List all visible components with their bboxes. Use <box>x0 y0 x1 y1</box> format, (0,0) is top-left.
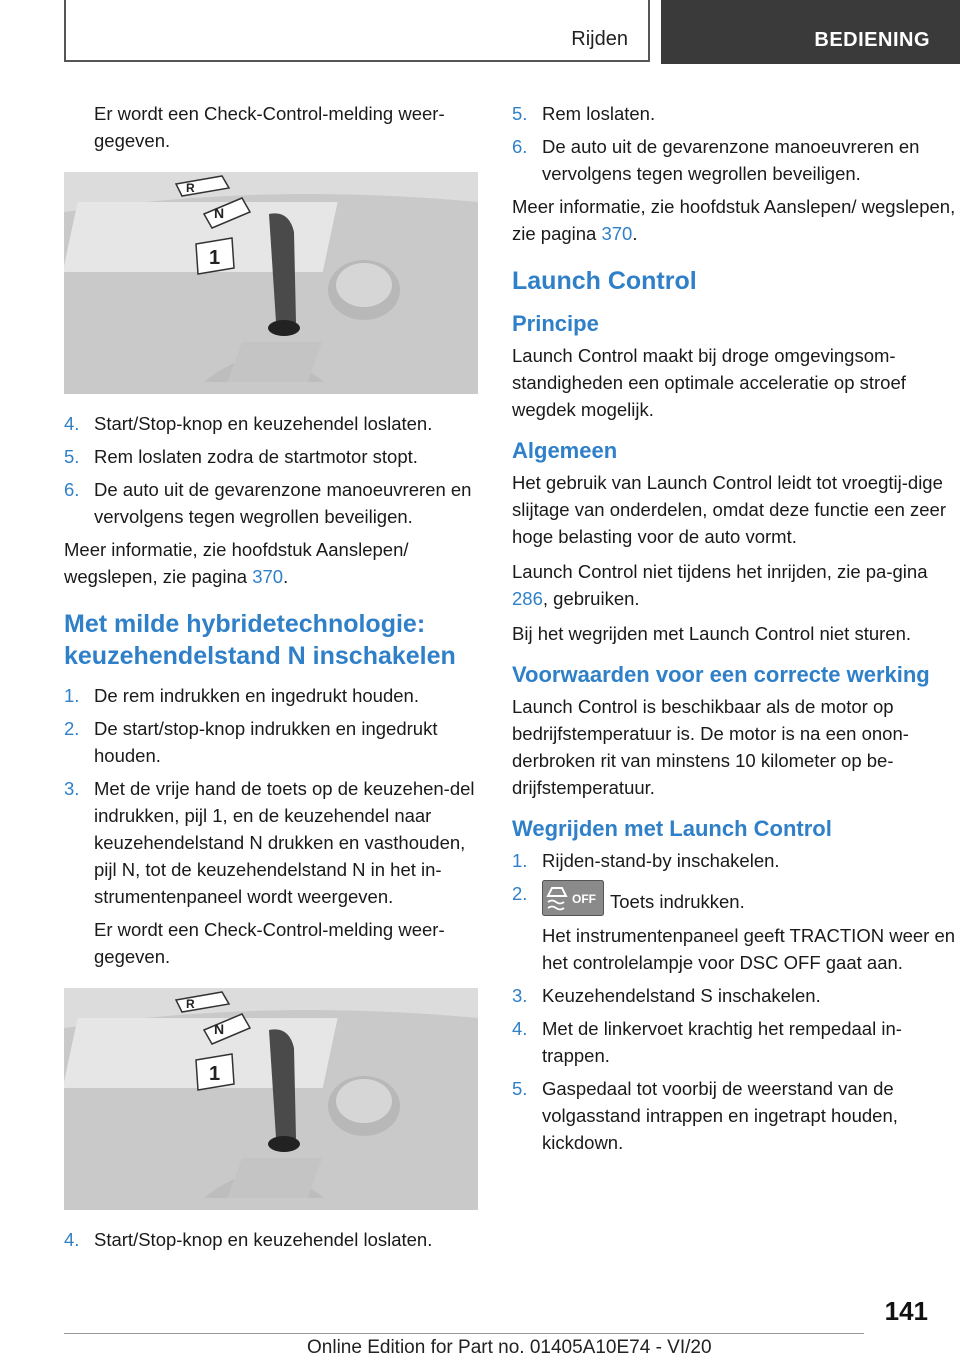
dsc-off-button-icon <box>542 880 604 916</box>
figure-label-n: N <box>214 1021 225 1037</box>
algemeen-heading: Algemeen <box>512 438 618 463</box>
list-item: 5. Gaspedaal tot voorbij de weerstand van de volgasstand intrappen en ingetrapt houden, kickdown. <box>512 1078 898 1153</box>
gear-selector-figure-1 <box>64 172 478 394</box>
steps-list-a <box>64 410 476 530</box>
list-item: 3. Keuzehendelstand S inschakelen. <box>512 985 821 1006</box>
steps-list-b <box>64 682 476 970</box>
list-item: 2. OFF Toets indrukken. Het instrumentenpaneel geeft TRACTION weer en het controlelampje voor DSC OFF gaat aan. <box>512 880 958 976</box>
section-heading-mild-hybrid: Met milde hybridetechnologie: keuzehendelstand N inschakelen <box>64 610 456 670</box>
wegrijden-heading: Wegrijden met Launch Control <box>512 816 832 841</box>
more-info-paragraph: Meer informatie, zie hoofdstuk Aanslepen/ wegslepen, zie pagina 370. <box>512 196 956 244</box>
list-item: 1. Rijden-stand-by inschakelen. <box>512 850 780 871</box>
figure-label-r: R <box>186 181 195 195</box>
page-number: 141 <box>884 1296 928 1326</box>
chapter-title: BEDIENING <box>814 29 930 51</box>
figure-label-one: 1 <box>209 1063 221 1085</box>
header-chapter-box <box>661 0 960 64</box>
launch-control-title: Launch Control <box>512 267 697 295</box>
section-title: Rijden <box>571 28 628 50</box>
algemeen-text-2: Launch Control niet tijdens het inrijden, zie pa-gina 286, gebruiken. <box>512 561 928 609</box>
step-note: Er wordt een Check-Control-melding weer-gegeven. <box>94 919 445 967</box>
list-item: 5. Rem loslaten. <box>512 103 656 124</box>
figure-label-r: R <box>186 997 195 1011</box>
list-item: 4. Start/Stop-knop en keuzehendel loslaten. <box>64 413 433 434</box>
header-section-box <box>64 0 650 62</box>
right-column <box>512 100 958 1162</box>
figure-label-one: 1 <box>209 247 221 269</box>
list-item: 4. Met de linkervoet krachtig het rempedaal in-trappen. <box>512 1018 902 1066</box>
algemeen-text-3: Bij het wegrijden met Launch Control niet sturen. <box>512 623 911 644</box>
figure-label-n: N <box>214 205 225 221</box>
list-item: 2. De start/stop-knop indrukken en ingedrukt houden. <box>64 718 438 766</box>
principe-text: Launch Control maakt bij droge omgevingsom-standigheden een optimale acceleratie op stroef wegdek mogelijk. <box>512 345 906 420</box>
steps-list-right-a <box>512 100 958 187</box>
principe-heading: Principe <box>512 311 599 336</box>
left-column <box>64 100 476 1259</box>
list-item: 1. De rem indrukken en ingedrukt houden. <box>64 685 419 706</box>
edition-text: Online Edition for Part no. 01405A10E74 - VI/20 <box>307 1337 712 1358</box>
list-item: 5. Rem loslaten zodra de startmotor stopt. <box>64 446 418 467</box>
button-off-label: OFF <box>572 892 596 906</box>
steps-list-c <box>64 1226 476 1253</box>
list-item: 6. De auto uit de gevarenzone manoeuvreren en vervolgens tegen wegrollen beveiligen. <box>64 479 472 527</box>
list-item: 4. Start/Stop-knop en keuzehendel loslaten. <box>64 1229 433 1250</box>
list-item: 6. De auto uit de gevarenzone manoeuvreren en vervolgens tegen wegrollen beveiligen. <box>512 136 920 184</box>
page-link-370[interactable]: 370 <box>601 223 633 244</box>
list-item: 3. Met de vrije hand de toets op de keuzehen-del indrukken, pijl 1, en de keuzehendel naar keuzehendelstand N drukken en vasthouden, pijl N, tot de keuzehendelstand N in het in-strumentenpaneel wordt weergeven. Er wordt een Check-Control-melding weer-gegeven. <box>64 775 476 970</box>
page-link-286[interactable]: 286 <box>512 588 543 609</box>
step-note: Het instrumentenpaneel geeft TRACTION weer en het controlelampje voor DSC OFF gaat aan. <box>542 925 956 973</box>
voorwaarden-text: Launch Control is beschikbaar als de motor op bedrijfstemperatuur is. De motor is na een onon-derbroken rit van minstens 10 kilometer op be-drijfstemperatuur. <box>512 696 909 798</box>
algemeen-text: Het gebruik van Launch Control leidt tot vroegtij-dige slijtage van onderdelen, omdat deze functie een zeer hoge belasting voor de auto vormt. <box>512 472 947 547</box>
voorwaarden-heading: Voorwaarden voor een correcte werking <box>512 662 930 687</box>
intro-note: Er wordt een Check-Control-melding weer-gegeven. <box>94 103 445 151</box>
page-link-370[interactable]: 370 <box>252 566 284 587</box>
more-info-paragraph: Meer informatie, zie hoofdstuk Aanslepen/ wegslepen, zie pagina 370. <box>64 539 409 587</box>
footer-divider <box>64 1333 864 1334</box>
steps-list-right-b <box>512 847 958 1156</box>
gear-selector-figure-2 <box>64 988 478 1210</box>
